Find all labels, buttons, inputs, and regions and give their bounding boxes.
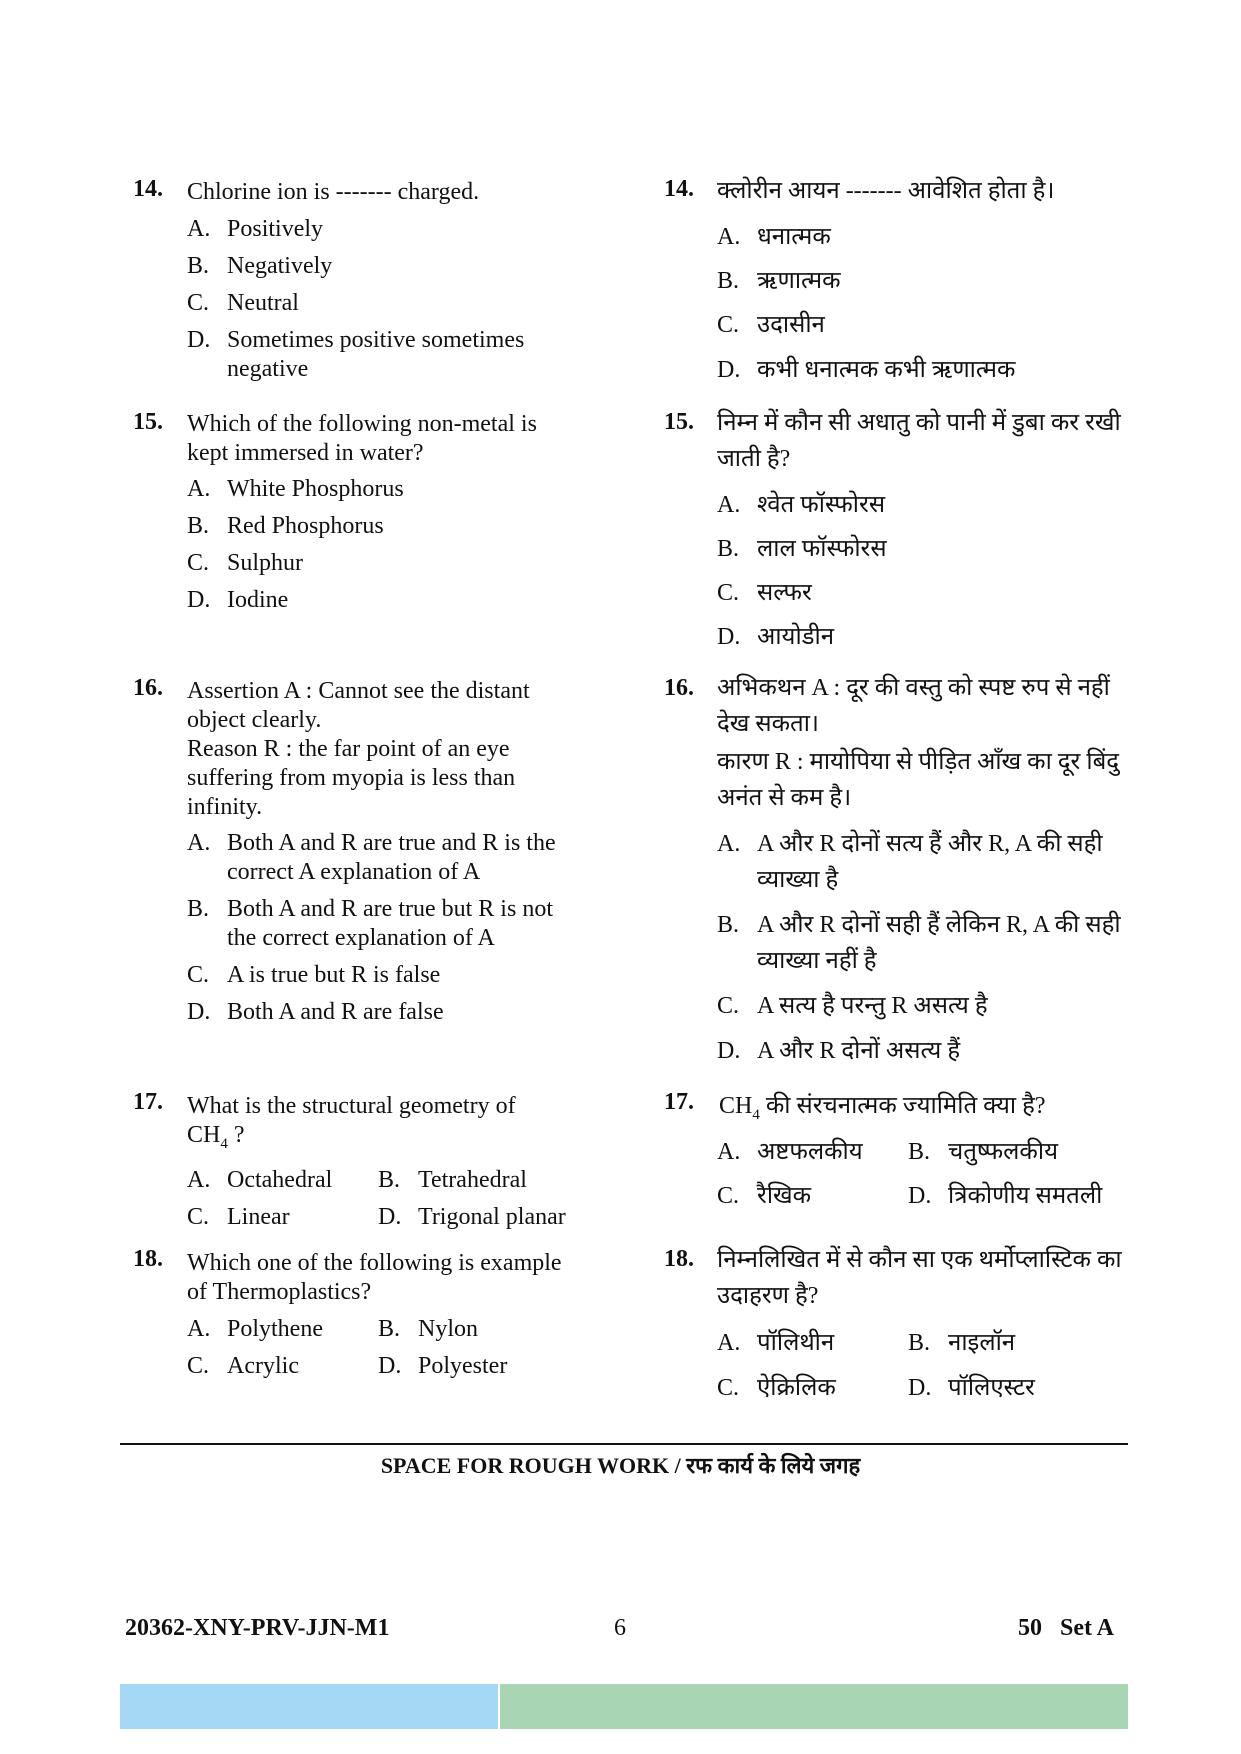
question-number: 18. [133,1246,163,1272]
option-d: D. Sometimes positive sometimes negative [187,327,525,382]
assertion-text: अभिकथन A : दूर की वस्तु को स्पष्ट रुप से नहीं देख सकता। [717,675,1110,737]
option-c: C. Sulphur [187,550,304,576]
formula-ch4: CH [719,1093,753,1119]
option-b: B. लाल फॉस्फोरस [717,536,887,562]
option-a: A. धनात्मक [717,224,831,250]
question-text: What is the structural geometry of [187,1093,516,1119]
option-b: B. Tetrahedral [378,1167,527,1193]
question-number: 14. [664,176,694,202]
reason-text: Reason R : the far point of an eye suffering from myopia is less than infinity. [187,736,516,820]
question-number: 17. [133,1089,163,1115]
option-b: B. Negatively [187,253,333,279]
question-text: निम्नलिखित में से कौन सा एक थर्मोप्लास्टिक का उदाहरण है? [717,1247,1122,1309]
question-text: निम्न में कौन सी अधातु को पानी में डुबा कर रखी जाती है? [717,410,1121,472]
option-c: C. A सत्य है परन्तु R असत्य है [717,993,988,1019]
question-text: Which one of the following is example of Thermoplastics? [187,1250,562,1305]
option-b: B. Red Phosphorus [187,513,384,539]
option-b: B. चतुष्फलकीय [908,1139,1058,1165]
set-label: 50 Set A [1018,1615,1114,1641]
option-d: D. आयोडीन [717,624,835,650]
option-d: D. त्रिकोणीय समतली [908,1183,1103,1209]
question-number: 18. [664,1246,694,1272]
option-d: D. Both A and R are false [187,999,444,1025]
option-d: D. Trigonal planar [378,1204,566,1230]
option-d: D. Polyester [378,1353,508,1379]
option-c: C. Acrylic [187,1353,299,1379]
option-c: C. सल्फर [717,580,812,606]
formula-ch4: $CH_4$ ? [187,1122,245,1152]
option-b: B. Both A and R are true but R is not the correct explanation of A [187,896,553,951]
option-a: A. अष्टफलकीय [717,1139,863,1165]
question-number: 15. [133,409,163,435]
question-number: 16. [664,675,694,701]
question-text: Which of the following non-metal is kept immersed in water? [187,411,537,466]
option-a: A. पॉलिथीन [717,1330,835,1356]
option-c: C. रैखिक [717,1183,812,1209]
question-number: 14. [133,176,163,202]
option-a: A. Positively [187,216,324,242]
option-c: C. Neutral [187,290,299,316]
question-text: Chlorine ion is ------- charged. [187,179,480,205]
option-b: B. A और R दोनों सही हैं लेकिन R, A की सही व्याख्या नहीं है [717,912,1121,974]
reason-text: कारण R : मायोपिया से पीड़ित आँख का दूर बिंदु अनंत से कम है। [717,749,1120,811]
question-number: 15. [664,409,694,435]
footer-bar-left [120,1684,498,1729]
option-c: C. उदासीन [717,312,825,338]
option-a: A. श्वेत फॉस्फोरस [717,492,886,518]
footer-bar-right [500,1684,1128,1729]
option-a: A. Polythene [187,1316,323,1342]
option-c: C. A is true but R is false [187,962,441,988]
option-b: B. ऋणात्मक [717,268,841,294]
option-d: D. पॉलिएस्टर [908,1375,1035,1401]
option-a: A. A और R दोनों सत्य हैं और R, A की सही व्याख्या है [717,831,1103,893]
question-number: 17. [664,1089,694,1115]
option-d: D. A और R दोनों असत्य हैं [717,1038,961,1064]
option-b: B. Nylon [378,1316,478,1342]
assertion-text: Assertion A : Cannot see the distant object clearly. [187,678,530,733]
question-number: 16. [133,675,163,701]
option-a: A. White Phosphorus [187,476,404,502]
option-d: D. Iodine [187,587,289,613]
rough-work-heading: SPACE FOR ROUGH WORK / रफ कार्य के लिये जगह [380,1453,861,1478]
paper-code: 20362-XNY-PRV-JJN-M1 [125,1615,390,1641]
option-c: C. ऐक्रिलिक [717,1375,836,1401]
option-a: A. Octahedral [187,1167,333,1193]
divider-rule [120,1443,1128,1445]
option-a: A. Both A and R are true and R is the correct A explanation of A [187,830,556,885]
question-text: $CH_4$ की संरचनात्मक ज्यामिति क्या है? [719,1093,1046,1123]
question-text: क्लोरीन आयन ------- आवेशित होता है। [717,178,1055,204]
option-d: D. कभी धनात्मक कभी ऋणात्मक [717,357,1016,383]
option-c: C. Linear [187,1204,290,1230]
option-b: B. नाइलॉन [908,1330,1016,1356]
page-number: 6 [614,1615,626,1641]
